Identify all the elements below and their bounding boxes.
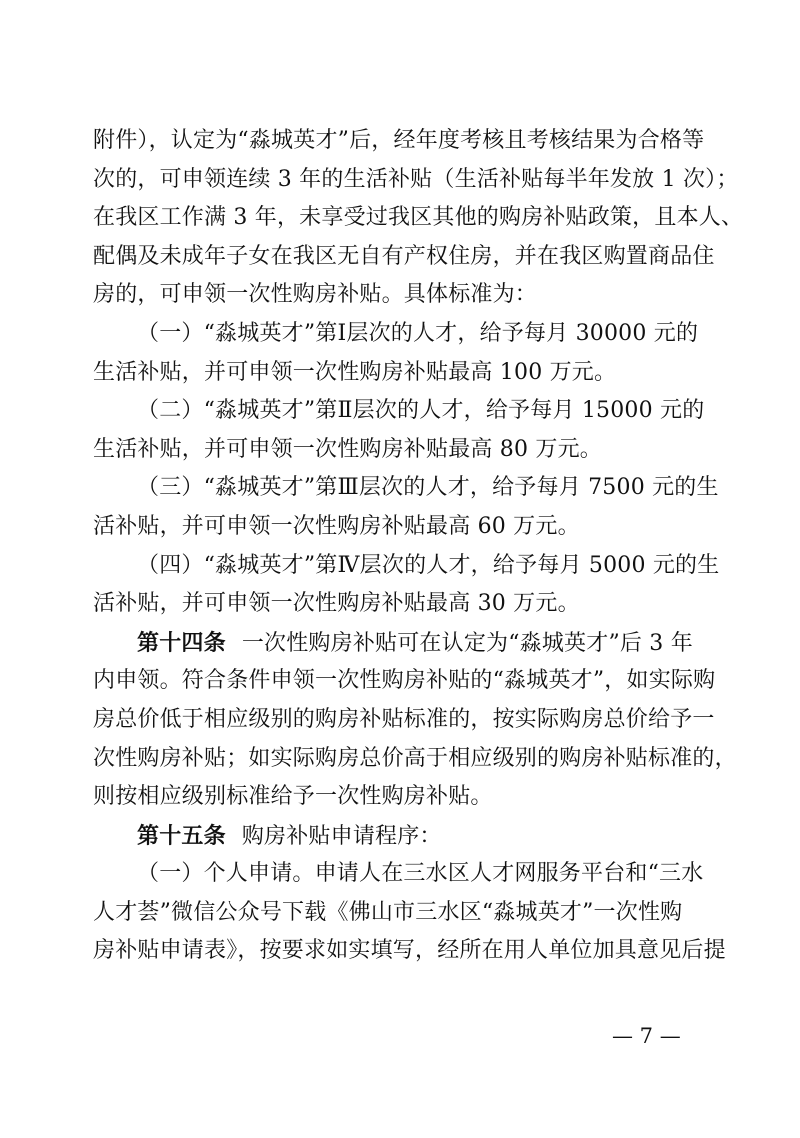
text-line: 次的，可申领连续 3 年的生活补贴（生活补贴每半年发放 1 次）； [93, 166, 739, 192]
text-line: 在我区工作满 3 年，未享受过我区其他的购房补贴政策，且本人、 [93, 205, 744, 231]
body-text [93, 122, 744, 971]
article-14-line [93, 624, 715, 663]
article-14-heading: 第十四条 [137, 629, 226, 656]
page-number: — 7 — [612, 1024, 681, 1048]
text-line: （四）“淼城英才”第Ⅳ层次的人才，给予每月 5000 元的生 [137, 552, 720, 578]
text-line: 活补贴，并可申领一次性购房补贴最高 60 万元。 [93, 513, 580, 539]
article-14-text: 一次性购房补贴可在认定为“淼城英才”后 3 年 [241, 630, 693, 656]
text-line: 次性购房补贴；如实际购房总价高于相应级别的购房补贴标准的， [93, 745, 737, 771]
article-15-heading: 第十五条 [137, 822, 226, 849]
text-line: （二）“淼城英才”第Ⅱ层次的人才，给予每月 15000 元的 [137, 398, 705, 424]
text-line: （一）“淼城英才”第Ⅰ层次的人才，给予每月 30000 元的 [137, 320, 699, 346]
text-line: 房的，可申领一次性购房补贴。具体标准为： [93, 282, 538, 308]
text-line: （一）个人申请。申请人在三水区人才网服务平台和“三水 [137, 861, 704, 887]
text-line: 附件），认定为“淼城英才”后，经年度考核且考核结果为合格等 [93, 128, 705, 153]
text-line: 人才荟”微信公众号下载《佛山市三水区“淼城英才”一次性购 [93, 899, 683, 925]
text-line: 房补贴申请表》，按要求如实填写，经所在用人单位加具意见后提 [93, 938, 726, 964]
text-line: 生活补贴，并可申领一次性购房补贴最高 80 万元。 [93, 436, 602, 462]
text-line: 则按相应级别标准给予一次性购房补贴。 [93, 784, 493, 810]
text-line: 配偶及未成年子女在我区无自有产权住房，并在我区购置商品住 [93, 243, 715, 269]
text-line: （三）“淼城英才”第Ⅲ层次的人才，给予每月 7500 元的生 [137, 475, 719, 501]
article-15-text: 购房补贴申请程序： [241, 823, 442, 849]
text-line: 房总价低于相应级别的购房补贴标准的，按实际购房总价给予一 [93, 706, 715, 732]
article-15-line [93, 817, 715, 856]
text-line: 内申领。符合条件申领一次性购房补贴的“淼城英才”，如实际购 [93, 668, 716, 694]
text-line: 生活补贴，并可申领一次性购房补贴最高 100 万元。 [93, 359, 617, 385]
text-line: 活补贴，并可申领一次性购房补贴最高 30 万元。 [93, 591, 580, 617]
